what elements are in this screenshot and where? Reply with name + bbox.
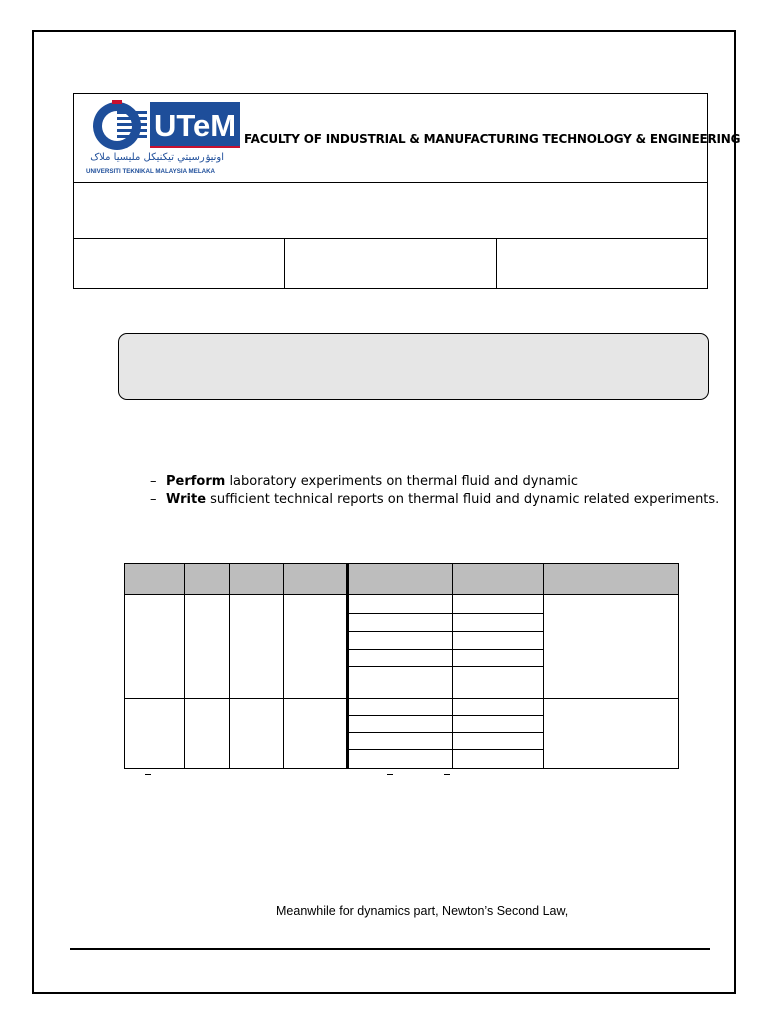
svg-text:اونيۏرسيتي تيكنيکل مليسيا ملاک: اونيۏرسيتي تيكنيکل مليسيا ملاک [90, 152, 224, 163]
table-column-line [346, 595, 349, 769]
table-row-line [349, 666, 544, 667]
header-info-cell [285, 239, 497, 288]
table-column-line [184, 595, 185, 769]
table-header-cell [543, 563, 679, 595]
header-info-cell [74, 239, 285, 288]
dash-mark [145, 774, 151, 775]
table-border [124, 595, 125, 769]
table-row-line [349, 732, 544, 733]
table-row-line [349, 749, 544, 750]
table-header-cell [283, 563, 347, 595]
objective-text: sufficient technical reports on thermal fluid and dynamic related experiments. [206, 492, 720, 507]
header-info-row [74, 239, 707, 288]
results-table [124, 563, 679, 769]
header-table [73, 93, 741, 289]
objective-item [150, 473, 719, 491]
newton-law-text: Meanwhile for dynamics part, Newton’s Second Law, [276, 904, 569, 918]
table-row-line [349, 649, 544, 650]
objective-item [150, 491, 719, 509]
table-row-line [349, 631, 544, 632]
dash-mark [444, 774, 450, 775]
faculty-title: FACULTY OF INDUSTRIAL & MANUFACTURING TECHNOLOGY & ENGINEERING [244, 132, 741, 146]
table-header-cell [124, 563, 185, 595]
header-empty-row [74, 183, 707, 239]
dash-bullet: – [150, 474, 157, 489]
table-column-line [543, 595, 544, 769]
objective-keyword: Write [166, 492, 207, 507]
objective-text: laboratory experiments on thermal fluid and dynamic [225, 474, 579, 489]
objective-keyword: Perform [166, 474, 226, 489]
dash-bullet: – [150, 492, 157, 507]
table-header-cell [346, 563, 453, 595]
utem-logo [84, 98, 240, 178]
header-logo-row [74, 94, 741, 183]
table-border [678, 595, 679, 769]
lab-title-box [118, 333, 709, 400]
footer-rule [70, 948, 710, 950]
table-header-cell [229, 563, 284, 595]
table-border [124, 768, 679, 769]
table-header-cell [452, 563, 544, 595]
table-group-divider [124, 698, 679, 699]
table-column-line [452, 595, 453, 769]
objectives-list [150, 473, 719, 509]
table-row-line [349, 613, 544, 614]
table-header-cell [184, 563, 230, 595]
table-column-line [283, 595, 284, 769]
dash-mark [387, 774, 393, 775]
svg-text:UNIVERSITI TEKNIKAL MALAYSIA M: UNIVERSITI TEKNIKAL MALAYSIA MELAKA [86, 168, 216, 175]
svg-text:UTeM: UTeM [153, 108, 237, 143]
table-column-line [229, 595, 230, 769]
table-row-line [349, 715, 544, 716]
